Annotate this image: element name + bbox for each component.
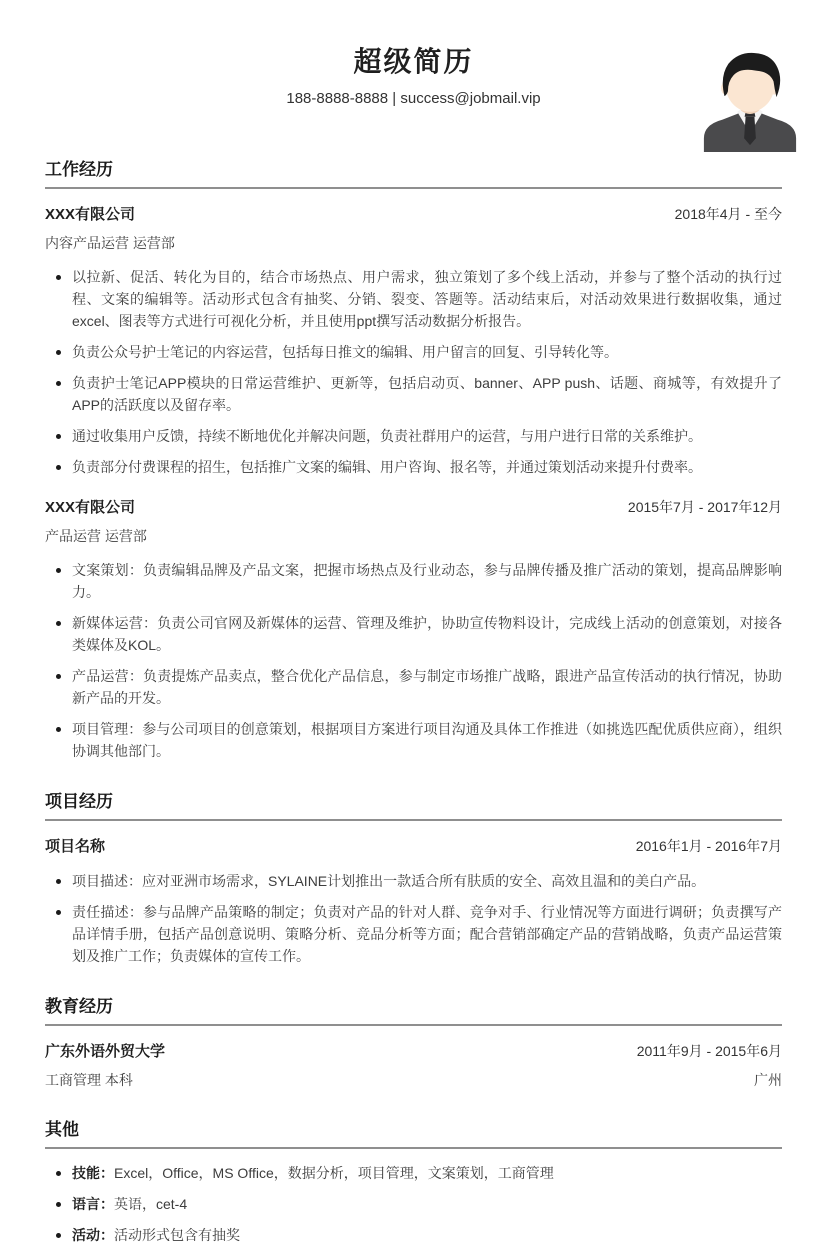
school-location: 广州 bbox=[754, 1072, 782, 1088]
bullet-item: 产品运营：负责提炼产品卖点，整合优化产品信息，参与制定市场推广战略，跟进产品宣传活动的执行情况，协助新产品的开发。 bbox=[45, 665, 782, 709]
entry-date: 2015年7月 - 2017年12月 bbox=[627, 499, 782, 515]
bullet-item: 通过收集用户反馈，持续不断地优化并解决问题，负责社群用户的运营，与用户进行日常的关系维护。 bbox=[45, 425, 782, 447]
bullet-item: 项目描述：应对亚洲市场需求，SYLAINE计划推出一款适合所有肤质的安全、高效且温和的美白产品。 bbox=[45, 870, 782, 892]
entry-header bbox=[45, 204, 782, 225]
entry-subtitle bbox=[45, 234, 782, 253]
bullet-item: 文案策划：负责编辑品牌及产品文案，把握市场热点及行业动态，参与品牌传播及推广活动的策划，提高品牌影响力。 bbox=[45, 559, 782, 603]
bullet-list bbox=[45, 870, 782, 967]
company-name: XXX有限公司 bbox=[45, 499, 136, 516]
education-entry bbox=[45, 1041, 782, 1090]
bullet-item: 责任描述：参与品牌产品策略的制定；负责对产品的针对人群、竞争对手、行业情况等方面进行调研；负责撰写产品详情手册，包括产品创意说明、策略分析、竞品分析等方面；配合营销部确定产品的营销战略，负责产品运营策划及推广工作；负责媒体的宣传工作。 bbox=[45, 901, 782, 967]
skills-label: 技能： bbox=[72, 1165, 114, 1181]
work-entry bbox=[45, 204, 782, 478]
section-heading: 项目经历 bbox=[45, 792, 113, 811]
activity-text: 活动形式包含有抽奖 bbox=[114, 1227, 240, 1243]
resume-header bbox=[45, 0, 782, 109]
language-label: 语言： bbox=[72, 1196, 114, 1212]
section-education bbox=[45, 996, 782, 1090]
contact-info: 188-8888-8888 | success@jobmail.vip bbox=[286, 90, 541, 107]
section-divider bbox=[45, 1147, 782, 1149]
bullet-item: 负责公众号护士笔记的内容运营，包括每日推文的编辑、用户留言的回复、引导转化等。 bbox=[45, 341, 782, 363]
entry-subtitle bbox=[45, 527, 782, 546]
section-project-experience bbox=[45, 791, 782, 967]
project-name: 项目名称 bbox=[45, 838, 106, 855]
bullet-item: 以拉新、促活、转化为目的，结合市场热点、用户需求，独立策划了多个线上活动，并参与了整个活动的执行过程、文案的编辑等。活动形式包含有抽奖、分销、裂变、答题等。活动结束后，对活动效果进行数据收集，通过excel、图表等方式进行可视化分析，并且使用ppt撰写活动数据分析报告。 bbox=[45, 266, 782, 332]
section-heading: 教育经历 bbox=[45, 997, 113, 1016]
company-name: XXX有限公司 bbox=[45, 206, 136, 223]
section-other bbox=[45, 1119, 782, 1246]
project-entry bbox=[45, 836, 782, 967]
job-title: 产品运营 运营部 bbox=[45, 528, 147, 544]
skills-text: Excel，Office，MS Office，数据分析，项目管理，文案策划，工商管理 bbox=[114, 1165, 554, 1181]
bullet-list bbox=[45, 266, 782, 478]
entry-date: 2016年1月 - 2016年7月 bbox=[635, 838, 782, 854]
bullet-item: 负责护士笔记APP模块的日常运营维护、更新等，包括启动页、banner、APP push、话题、商城等，有效提升了APP的活跃度以及留存率。 bbox=[45, 372, 782, 416]
skills-item bbox=[45, 1162, 782, 1184]
section-divider bbox=[45, 819, 782, 821]
work-entry bbox=[45, 497, 782, 762]
bullet-item: 负责部分付费课程的招生，包括推广文案的编辑、用户咨询、报名等，并通过策划活动来提升付费率。 bbox=[45, 456, 782, 478]
entry-date: 2011年9月 - 2015年6月 bbox=[636, 1043, 782, 1059]
entry-header bbox=[45, 497, 782, 518]
section-work-experience bbox=[45, 159, 782, 762]
section-divider bbox=[45, 1024, 782, 1026]
bullet-item: 项目管理：参与公司项目的创意策划，根据项目方案进行项目沟通及具体工作推进（如挑选匹配优质供应商），组织协调其他部门。 bbox=[45, 718, 782, 762]
section-divider bbox=[45, 187, 782, 189]
job-title: 内容产品运营 运营部 bbox=[45, 235, 175, 251]
entry-date: 2018年4月 - 至今 bbox=[674, 206, 782, 222]
language-text: 英语，cet-4 bbox=[114, 1196, 188, 1212]
language-item bbox=[45, 1193, 782, 1215]
entry-header bbox=[45, 836, 782, 857]
avatar-illustration bbox=[700, 50, 800, 152]
bullet-item: 新媒体运营：负责公司官网及新媒体的运营、管理及维护，协助宣传物料设计，完成线上活动的创意策划，对接各类媒体及KOL。 bbox=[45, 612, 782, 656]
activity-label: 活动： bbox=[72, 1227, 114, 1243]
page-title: 超级简历 bbox=[353, 46, 474, 77]
activity-item bbox=[45, 1224, 782, 1246]
major-degree: 工商管理 本科 bbox=[45, 1072, 133, 1088]
bullet-list bbox=[45, 1162, 782, 1246]
section-heading: 其他 bbox=[45, 1120, 79, 1139]
school-name: 广东外语外贸大学 bbox=[45, 1043, 166, 1060]
section-heading: 工作经历 bbox=[45, 160, 113, 179]
avatar bbox=[700, 50, 800, 152]
entry-subtitle bbox=[45, 1071, 782, 1090]
entry-header bbox=[45, 1041, 782, 1062]
bullet-list bbox=[45, 559, 782, 762]
